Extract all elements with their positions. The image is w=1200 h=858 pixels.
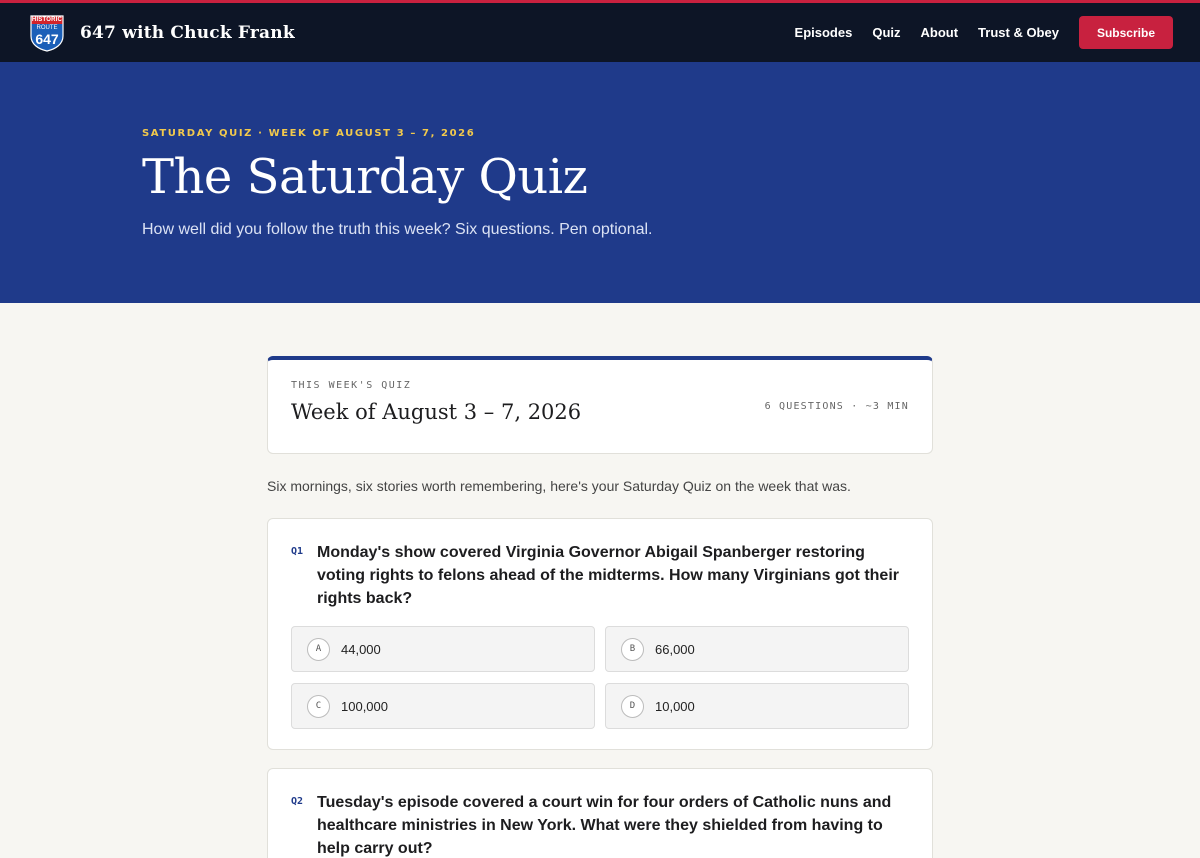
week-card: [267, 356, 933, 454]
quiz-intro: Six mornings, six stories worth remembering, here's your Saturday Quiz on the week that was.: [267, 478, 851, 494]
logo-number: 647: [35, 30, 59, 47]
option-a[interactable]: [291, 626, 595, 672]
brand[interactable]: [28, 14, 295, 52]
hero-kicker: SATURDAY QUIZ · WEEK OF AUGUST 3 – 7, 2026: [142, 128, 476, 139]
page-title: The Saturday Quiz: [142, 149, 588, 205]
option-letter: B: [621, 638, 644, 661]
subscribe-button[interactable]: Subscribe: [1079, 16, 1173, 49]
question-card-q2: [267, 768, 933, 858]
answer-options: [291, 626, 909, 729]
route-shield-logo-icon: [28, 14, 66, 52]
question-text: Monday's show covered Virginia Governor Abigail Spanberger restoring voting rights to felons ahead of the midterms. How many Virginians got their rights back?: [317, 544, 899, 607]
option-letter: A: [307, 638, 330, 661]
nav-quiz[interactable]: Quiz: [872, 25, 901, 40]
option-text: 100,000: [341, 698, 388, 714]
hero-banner: [0, 62, 1200, 303]
option-letter: D: [621, 695, 644, 718]
nav-trust-and-obey[interactable]: Trust & Obey: [978, 25, 1059, 40]
option-c[interactable]: [291, 683, 595, 729]
option-text: 44,000: [341, 641, 381, 657]
option-letter: C: [307, 695, 330, 718]
question-number: Q1: [291, 546, 304, 557]
option-b[interactable]: [605, 626, 909, 672]
week-meta: 6 QUESTIONS · ~3 MIN: [764, 401, 909, 412]
hero-subtitle: How well did you follow the truth this week? Six questions. Pen optional.: [142, 221, 653, 238]
nav-about[interactable]: About: [920, 25, 959, 40]
logo-line2: ROUTE: [36, 24, 58, 31]
week-title: Week of August 3 – 7, 2026: [291, 400, 582, 424]
quiz-main: [267, 356, 933, 858]
question-card-q1: [267, 518, 933, 750]
main-nav: [775, 16, 1173, 49]
logo-line1: HISTORIC: [31, 16, 63, 23]
nav-episodes[interactable]: Episodes: [794, 25, 853, 40]
question-number: Q2: [291, 796, 304, 807]
top-nav-bar: [0, 0, 1200, 62]
option-text: 66,000: [655, 641, 695, 657]
week-label: THIS WEEK'S QUIZ: [291, 380, 412, 391]
option-text: 10,000: [655, 698, 695, 714]
brand-name: 647 with Chuck Frank: [80, 22, 295, 43]
option-d[interactable]: [605, 683, 909, 729]
question-text: Tuesday's episode covered a court win for four orders of Catholic nuns and healthcare ministries in New York. What were they shielded from having to help carry out?: [317, 794, 892, 857]
